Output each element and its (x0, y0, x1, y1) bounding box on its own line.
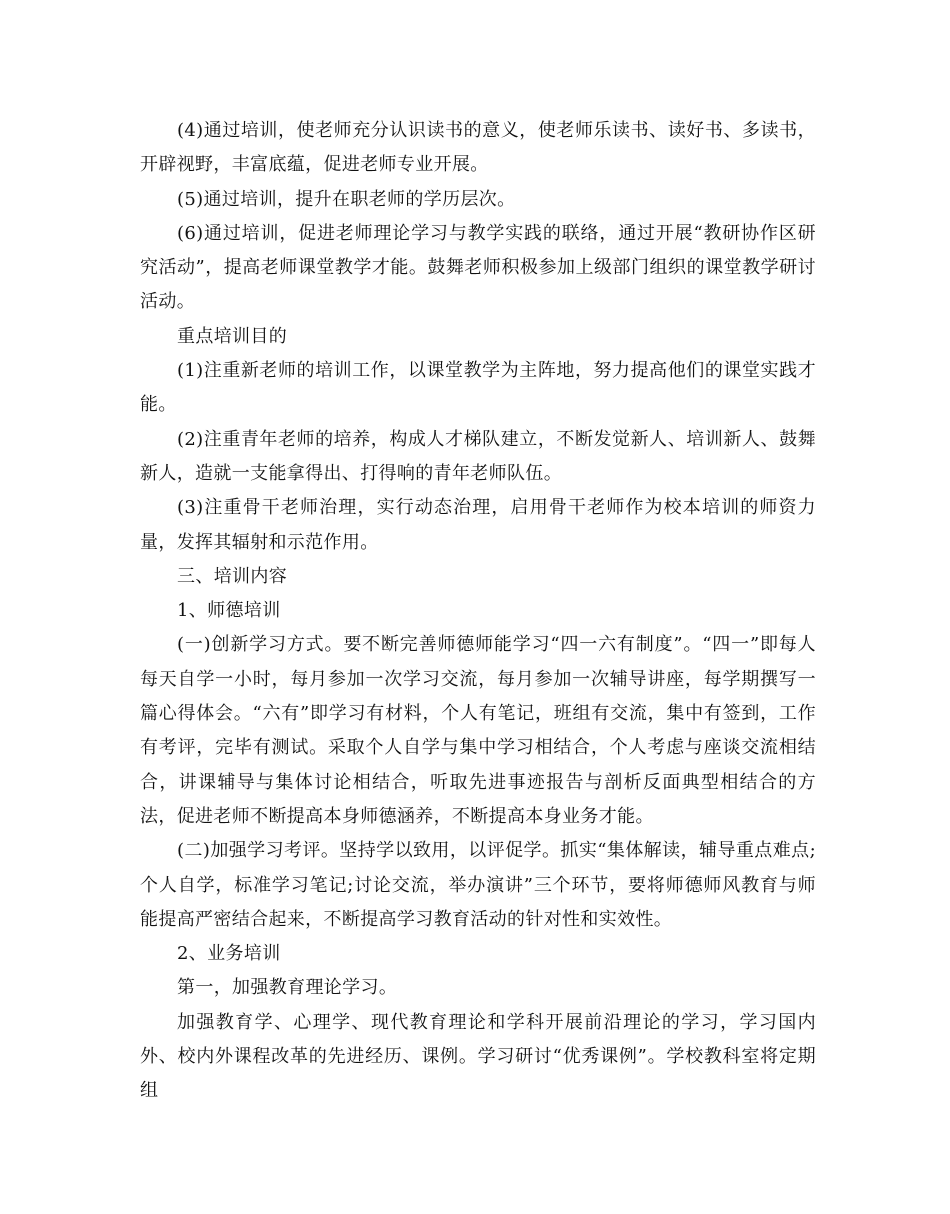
paragraph-goal-4: (4)通过培训，使老师充分认识读书的意义，使老师乐读书、读好书、多读书，开辟视野，丰富底蕴，促进老师专业开展。 (140, 120, 816, 176)
paragraph-business-first: 第一，加强教育理论学习。 (177, 977, 398, 999)
paragraph-goal-5: (5)通过培训，提升在职老师的学历层次。 (177, 188, 516, 210)
paragraph-goal-6: (6)通过培训，促进老师理论学习与教学实践的联络，通过开展“教研协作区研究活动”，提高老师课堂教学才能。鼓舞老师积极参加上级部门组织的课堂教学研讨活动。 (140, 222, 816, 313)
document-body (140, 114, 816, 1109)
paragraph-key-goal-2: (2)注重青年老师的培养，构成人才梯队建立，不断发觉新人、培训新人、鼓舞新人，造就一支能拿得出、打得响的青年老师队伍。 (140, 428, 816, 484)
paragraph-key-goal-3: (3)注重骨干老师治理，实行动态治理，启用骨干老师作为校本培训的师资力量，发挥其辐射和示范作用。 (140, 497, 816, 553)
paragraph-ethics-1: (一)创新学习方式。要不断完善师德师能学习“四一六有制度”。“四一”即每人每天自学一小时，每月参加一次学习交流，每月参加一次辅导讲座，每学期撰写一篇心得体会。“六有”即学习有材料，个人有笔记，班组有交流，集中有签到，工作有考评，完毕有测试。采取个人自学与集中学习相结合，个人考虑与座谈交流相结合，讲课辅导与集体讨论相结合，听取先进事迹报告与剖析反面典型相结合的方法，促进老师不断提高本身师德涵养，不断提高本身业务才能。 (140, 634, 816, 827)
paragraph-key-goal-1: (1)注重新老师的培训工作，以课堂教学为主阵地，努力提高他们的课堂实践才能。 (140, 360, 816, 416)
section-heading-training-content: 三、培训内容 (177, 565, 288, 587)
paragraph-ethics-2: (二)加强学习考评。坚持学以致用，以评促学。抓实“集体解读，辅导重点难点;个人自学，标准学习笔记;讨论交流，举办演讲”三个环节，要将师德师风教育与师能提高严密结合起来，不断提高学习教育活动的针对性和实效性。 (140, 840, 816, 930)
section-heading-key-goals: 重点培训目的 (177, 325, 288, 347)
subsection-heading-business-training: 2、业务培训 (177, 943, 281, 965)
subsection-heading-ethics-training: 1、师德培训 (177, 600, 281, 622)
paragraph-business-theory: 加强教育学、心理学、现代教育理论和学科开展前沿理论的学习，学习国内外、校内外课程改革的先进经历、课例。学习研讨“优秀课例”。学校教科室将定期组 (140, 1011, 816, 1102)
